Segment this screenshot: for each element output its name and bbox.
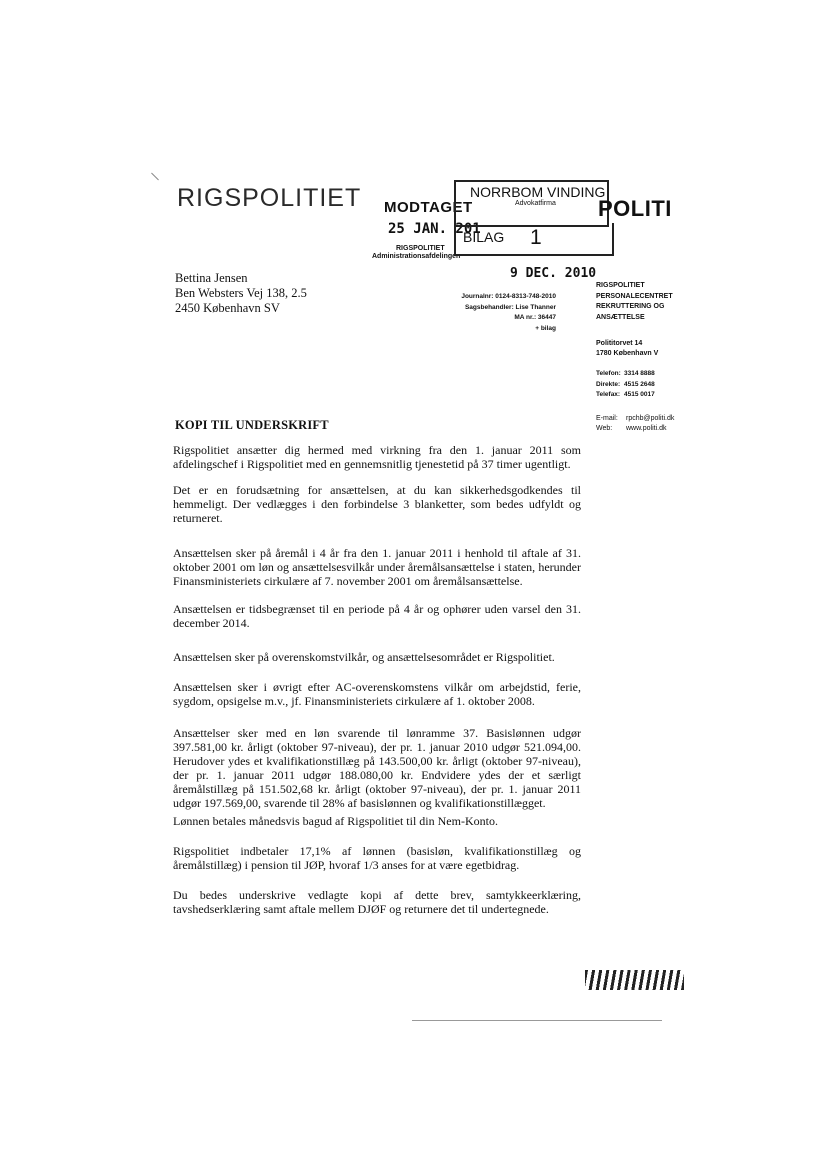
sender-city: 1780 København V (596, 350, 659, 357)
contact-email (596, 414, 674, 424)
contact-web (596, 424, 674, 434)
letter-date: 9 DEC. 2010 (510, 266, 597, 281)
reference-attachments: + bilag (535, 324, 556, 332)
bilag-number: 1 (530, 226, 542, 249)
contact-direct-label: Direkte: (596, 380, 621, 388)
reference-ma-number: MA nr.: 36447 (514, 314, 556, 321)
firm-stamp-name: NORRBOM VINDING (470, 184, 606, 200)
recipient-address (175, 271, 307, 316)
scan-speck (151, 173, 159, 181)
paragraph-appointment: Rigspolitiet ansætter dig hermed med virkning fra den 1. januar 2011 som afdelingschef i Rigspolitiet med en gennemsnitlig tjenestetid på 37 timer ugentligt. (173, 443, 581, 471)
contact-phone-label: Telefon: (596, 370, 621, 377)
barcode-icon (585, 970, 684, 990)
paragraph-salary: Ansættelser sker med en løn svarende til lønramme 37. Basislønnen udgør 397.581,00 kr. årligt (oktober 97-niveau), der pr. 1. januar 2010 udgør 521.094,00. Herudover ydes et kvalifikationstillæg på 143.500,00 kr. årligt (oktober 97-niveau), der pr. 1. januar 2011 udgør 188.080,00 kr. Endvidere ydes der et særligt åremålstillæg på 151.502,68 kr. årligt (oktober 97-niveau), der pr. 1. januar 2011 udgør 197.569,00, svarende til 28% af basislønnen og kvalifikationstillægget. (173, 726, 581, 810)
received-stamp-label: MODTAGET (384, 199, 473, 216)
received-stamp-date: 25 JAN. 201 (388, 221, 481, 237)
paragraph-payment: Lønnen betales månedsvis bagud af Rigspolitiet til din Nem-Konto. (173, 814, 498, 828)
letter-body (173, 443, 581, 916)
received-stamp-dept-line1: RIGSPOLITIET (396, 245, 445, 252)
paragraph-agreement-terms: Ansættelsen sker på overenskomstvilkår, og ansættelsesområdet er Rigspolitiet. (173, 650, 555, 664)
firm-stamp-subtitle: Advokatfirma (515, 200, 556, 207)
bilag-label: BILAG (463, 229, 505, 245)
politi-logo: POLITI (598, 196, 672, 221)
sender-address (596, 339, 658, 359)
paragraph-security-clearance: Det er en forudsætning for ansættelsen, at du kan sikkerhedsgodkendes til hemmeligt. Der vedlægges i den forbindelse 3 blanketter, som bedes udfyldt og returneret. (173, 483, 581, 525)
bottom-rule (412, 1020, 662, 1021)
sender-org-line: REKRUTTERING OG (596, 303, 665, 310)
recipient-name: Bettina Jensen (175, 271, 248, 285)
contact-phone (596, 369, 655, 380)
contact-fax (596, 390, 655, 401)
contact-fax-label: Telefax: (596, 391, 621, 398)
letter-subject: KOPI TIL UNDERSKRIFT (175, 418, 329, 432)
letterhead-brand: RIGSPOLITIET (177, 184, 362, 212)
sender-org-line: PERSONALECENTRET (596, 292, 673, 300)
contact-email-value: rpchb@politi.dk (626, 415, 675, 422)
reference-caseworker: Sagsbehandler: Lise Thanner (464, 303, 556, 311)
contact-email-label: E-mail: (596, 415, 618, 422)
paragraph-signature-request: Du bedes underskrive vedlagte kopi af dette brev, samtykkeerklæring, tavshedserklæring samt aftale mellem DJØF og returnere det til undertegnede. (173, 888, 581, 916)
received-stamp-dept-line2: Administrationsafdelingen (372, 253, 461, 260)
reference-journal: Journalnr: 0124-8313-748-2010 (461, 293, 556, 300)
contact-direct-value: 4515 2648 (624, 380, 655, 388)
sender-organization (596, 281, 673, 323)
contact-direct (596, 380, 655, 391)
sender-org-line: RIGSPOLITIET (596, 282, 645, 289)
paragraph-fixed-term: Ansættelsen sker på åremål i 4 år fra den 1. januar 2011 i henhold til aftale af 31. oktober 2001 om løn og ansættelsesvilkår under åremålsansættelse i staten, herunder Finansministeriets cirkulære af 7. november 2001 om åremålsansættelse. (173, 546, 581, 588)
paragraph-time-limit: Ansættelsen er tidsbegrænset til en periode på 4 år og ophører uden varsel den 31. december 2014. (173, 602, 581, 630)
contact-web-label: Web: (596, 425, 613, 432)
sender-online (596, 414, 674, 434)
sender-street: Polititorvet 14 (596, 340, 643, 347)
reference-block (455, 292, 556, 334)
sender-org-line: ANSÆTTELSE (596, 313, 645, 321)
contact-web-value: www.politi.dk (626, 425, 667, 432)
paragraph-pension: Rigspolitiet indbetaler 17,1% af lønnen (basisløn, kvalifikationstillæg og åremålstillæg) i pension til JØP, hvoraf 1/3 anses for at være egetbidrag. (173, 844, 581, 872)
contact-phone-value: 3314 8888 (624, 370, 655, 377)
recipient-street: Ben Websters Vej 138, 2.5 (175, 286, 307, 300)
paragraph-ac-terms: Ansættelsen sker i øvrigt efter AC-overenskomstens vilkår om arbejdstid, ferie, sygdom, opsigelse m.v., jf. Finansministeriets cirkulære af 1. oktober 2008. (173, 680, 581, 708)
recipient-city: 2450 København SV (175, 301, 280, 315)
sender-contact (596, 369, 655, 401)
contact-fax-value: 4515 0017 (624, 391, 655, 398)
